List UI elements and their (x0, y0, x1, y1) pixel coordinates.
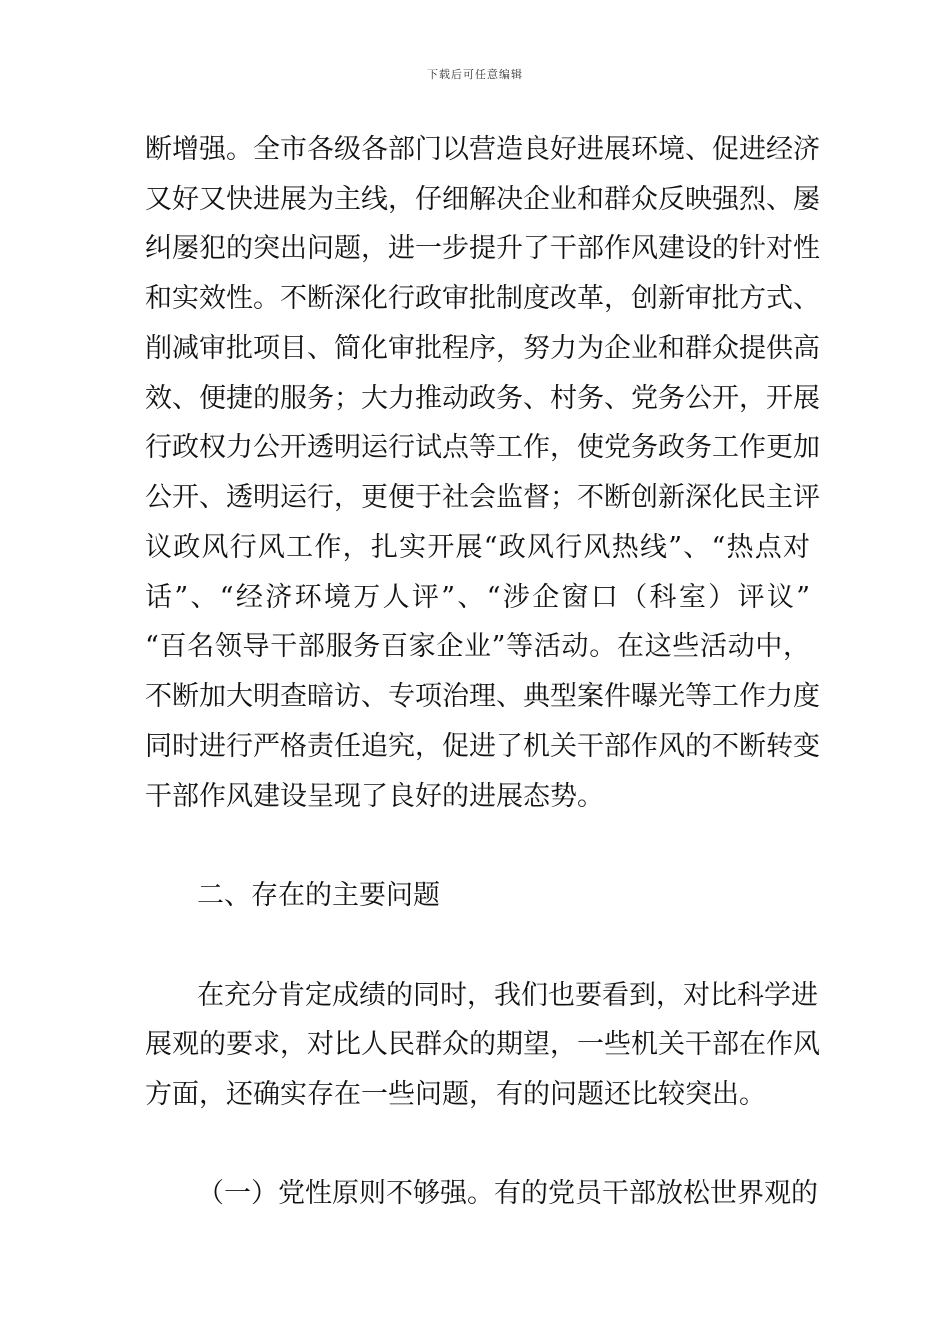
paragraph-line: 和实效性。不断深化行政审批制度改革，创新审批方式、 (145, 283, 820, 314)
section-heading: 二、存在的主要问题 (197, 880, 440, 911)
paragraph-line: 话”、“经济环境万人评”、“涉企窗口（科室）评议” (145, 582, 810, 613)
paragraph-line: 削减审批项目、简化审批程序，努力为企业和群众提供高 (145, 333, 820, 364)
paragraph-line: 在充分肯定成绩的同时，我们也要看到，对比科学进 (197, 980, 818, 1011)
paragraph-line: 纠屡犯的突出问题，进一步提升了干部作风建设的针对性 (145, 233, 820, 264)
paragraph-line: 效、便捷的服务；大力推动政务、村务、党务公开，开展 (145, 383, 820, 414)
paragraph-line: 断增强。全市各级各部门以营造良好进展环境、促进经济 (145, 134, 820, 165)
page-header: 下载后可任意编辑 (427, 68, 523, 81)
paragraph-line: 公开、透明运行，更便于社会监督；不断创新深化民主评 (145, 482, 820, 513)
paragraph-line: 干部作风建设呈现了良好的进展态势。 (145, 781, 604, 812)
paragraph-line: 行政权力公开透明运行试点等工作，使党务政务工作更加 (145, 432, 820, 463)
paragraph-line: 同时进行严格责任追究，促进了机关干部作风的不断转变 (145, 731, 820, 762)
paragraph-line: 不断加大明查暗访、专项治理、典型案件曝光等工作力度 (145, 681, 820, 712)
paragraph-line: 又好又快进展为主线，仔细解决企业和群众反映强烈、屡 (145, 184, 820, 215)
paragraph-line: 方面，还确实存在一些问题，有的问题还比较突出。 (145, 1079, 766, 1110)
paragraph-line: 议政风行风工作，扎实开展“政风行风热线”、“热点对 (145, 532, 810, 563)
paragraph-line: （一）党性原则不够强。有的党员干部放松世界观的 (197, 1178, 818, 1209)
paragraph-line: “百名领导干部服务百家企业”等活动。在这些活动中， (145, 631, 810, 662)
paragraph-line: 展观的要求，对比人民群众的期望，一些机关干部在作风 (145, 1029, 820, 1060)
